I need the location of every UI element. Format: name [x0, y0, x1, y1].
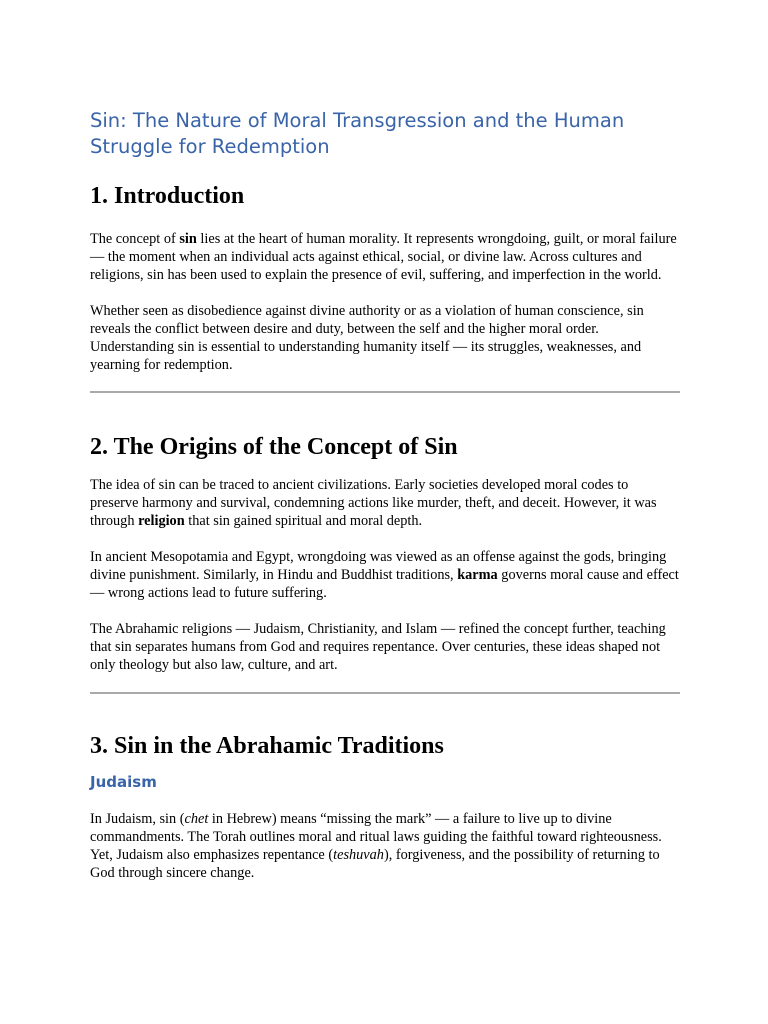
bold-term-religion: religion: [138, 513, 185, 529]
text-run: The concept of: [90, 231, 180, 247]
text-run: governs moral cause and effect — wrong actions lead to future suffering.: [90, 567, 679, 601]
origins-paragraph-2: [90, 548, 680, 602]
origins-paragraph-3: The Abrahamic religions — Judaism, Christianity, and Islam — refined the concept further, teaching that sin separates humans from God and requires repentance. Over centuries, these ideas shaped not only theology but also law, culture, and art.: [90, 621, 666, 673]
section-heading-introduction: 1. Introduction: [90, 183, 245, 209]
bold-term-sin: sin: [179, 231, 197, 247]
origins-paragraph-1: [90, 476, 680, 530]
italic-term-chet: chet: [184, 811, 209, 827]
text-run: that sin gained spiritual and moral depth.: [184, 513, 423, 529]
bold-term-karma: karma: [457, 567, 498, 583]
text-run: ), forgiveness, and the possibility of returning to God through sincere change.: [90, 847, 660, 881]
text-run: The idea of sin can be traced to ancient civilizations. Early societies developed moral codes to preserve harmony and survival, condemning actions like murder, theft, and deceit. However, it was through: [90, 477, 657, 529]
text-run: in Hebrew) means “missing the mark” — a failure to live up to divine commandments. The Torah outlines moral and ritual laws guiding the faithful toward righteousness. Yet, Judaism also emphasizes repentance (: [90, 811, 662, 863]
intro-paragraph-2: Whether seen as disobedience against divine authority or as a violation of human conscience, sin reveals the conflict between desire and duty, between the self and the higher moral order. Understanding sin is essential to understanding humanity itself — its struggles, weaknesses, and yearning for redemption.: [90, 303, 644, 373]
subheading-judaism: Judaism: [90, 773, 157, 791]
document-title: Sin: The Nature of Moral Transgression and the Human Struggle for Redemption: [90, 109, 625, 158]
judaism-paragraph-1: [90, 810, 680, 882]
section-heading-abrahamic: 3. Sin in the Abrahamic Traditions: [90, 733, 444, 759]
text-run: In ancient Mesopotamia and Egypt, wrongdoing was viewed as an offense against the gods, bringing divine punishment. Similarly, in Hindu and Buddhist traditions,: [90, 549, 667, 583]
italic-term-teshuvah: teshuvah: [333, 847, 384, 863]
intro-paragraph-1: [90, 230, 680, 284]
text-run: In Judaism, sin (: [90, 811, 185, 827]
section-heading-origins: 2. The Origins of the Concept of Sin: [90, 434, 458, 460]
text-run: lies at the heart of human morality. It represents wrongdoing, guilt, or moral failure — the moment when an individual acts against ethical, social, or divine law. Across cultures and religions, sin has been used to explain the presence of evil, suffering, and imperfection in the world.: [90, 231, 677, 283]
document-page: [90, 108, 680, 882]
